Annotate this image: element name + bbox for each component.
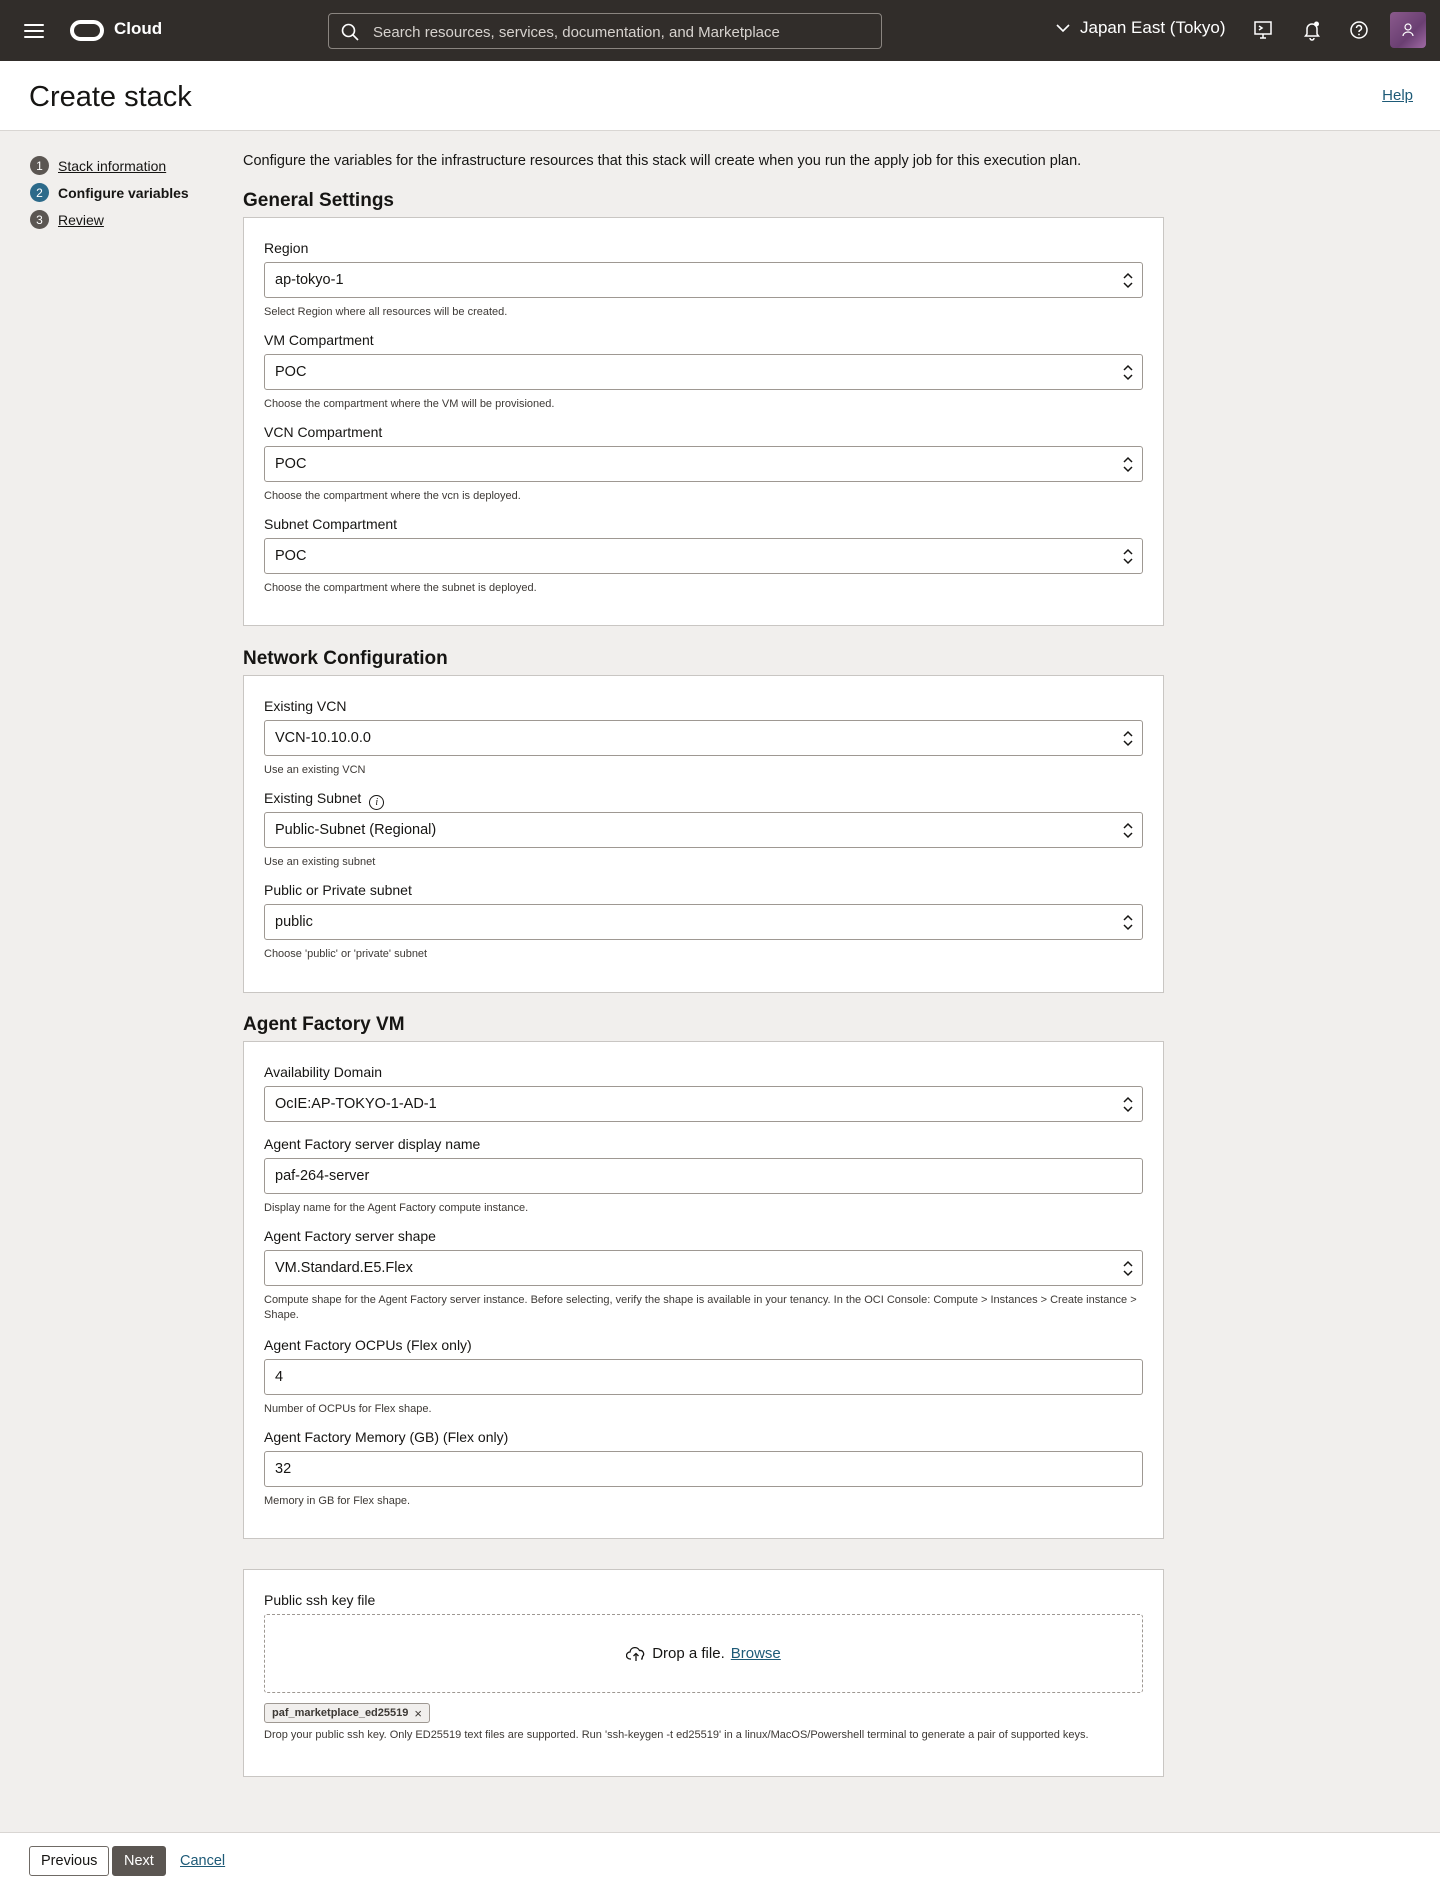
page-header: [0, 61, 1440, 131]
region-label: Japan East (Tokyo): [1080, 18, 1226, 37]
field-label: Existing Subnet: [264, 790, 362, 806]
file-chip: [264, 1703, 430, 1723]
existing-subnet-field: [264, 790, 1143, 870]
cancel-link[interactable]: Cancel: [180, 1853, 226, 1869]
field-label: Agent Factory Memory (GB) (Flex only): [264, 1429, 509, 1445]
page-title: Create stack: [29, 81, 192, 113]
field-hint: Number of OCPUs for Flex shape.: [264, 1403, 432, 1415]
select-value: Public-Subnet (Regional): [275, 822, 437, 838]
select-value: VM.Standard.E5.Flex: [275, 1260, 413, 1276]
region-select[interactable]: [264, 262, 1143, 298]
region-selector[interactable]: [1056, 18, 1226, 38]
select-arrows-icon: [1122, 822, 1134, 839]
select-value: POC: [275, 364, 307, 380]
vm-compartment-field: [264, 332, 1143, 412]
field-label: Existing VCN: [264, 698, 347, 714]
field-hint: Compute shape for the Agent Factory server instance. Before selecting, verify the shape is available in your tenancy. In the OCI Console: Compute > Instances > Create instance > Shape.: [264, 1294, 1137, 1321]
ssh-key-field: [264, 1592, 1143, 1743]
ocpus-field: [264, 1337, 1143, 1417]
server-shape-select[interactable]: [264, 1250, 1143, 1286]
step-number: 3: [30, 210, 49, 229]
cloud-shell-icon[interactable]: [1252, 19, 1276, 43]
field-hint: Choose 'public' or 'private' subnet: [264, 948, 428, 960]
subnet-type-select[interactable]: [264, 904, 1143, 940]
step-number: 1: [30, 156, 49, 175]
field-label: Agent Factory server display name: [264, 1136, 481, 1152]
agent-factory-vm-title: Agent Factory VM: [243, 1014, 405, 1035]
select-value: OcIE:AP-TOKYO-1-AD-1: [275, 1096, 437, 1112]
bell-icon[interactable]: [1301, 19, 1325, 43]
select-value: POC: [275, 456, 307, 472]
vm-compartment-select[interactable]: [264, 354, 1143, 390]
vcn-compartment-select[interactable]: [264, 446, 1143, 482]
wizard-footer: [0, 1832, 1440, 1886]
search-input[interactable]: [373, 21, 873, 43]
general-settings-title: General Settings: [243, 190, 394, 211]
step-label[interactable]: Stack information: [58, 157, 167, 174]
chevron-down-icon: [1056, 24, 1070, 33]
ocpus-input[interactable]: [264, 1359, 1143, 1395]
field-hint: Choose the compartment where the subnet is deployed.: [264, 582, 537, 594]
network-configuration-panel: [243, 675, 1164, 993]
brand-name: Cloud: [114, 19, 163, 38]
step-number: 2: [30, 183, 49, 202]
field-hint: Memory in GB for Flex shape.: [264, 1495, 411, 1507]
select-arrows-icon: [1122, 364, 1134, 381]
field-hint: Use an existing VCN: [264, 764, 366, 776]
input-value: paf-264-server: [275, 1168, 370, 1184]
subnet-type-field: [264, 882, 1143, 962]
field-hint: Display name for the Agent Factory compute instance.: [264, 1202, 529, 1214]
wizard-steps: [30, 152, 189, 233]
intro-text: Configure the variables for the infrastructure resources that this stack will create when you run the apply job for this execution plan.: [243, 153, 1082, 169]
drop-text: Drop a file.: [652, 1645, 725, 1662]
step-configure-variables: [30, 179, 189, 206]
step-label: Configure variables: [58, 184, 189, 201]
field-label: Agent Factory server shape: [264, 1228, 436, 1244]
remove-file-icon[interactable]: ×: [414, 1705, 422, 1721]
search-box[interactable]: [328, 13, 882, 49]
next-button[interactable]: Next: [112, 1846, 166, 1876]
select-arrows-icon: [1122, 914, 1134, 931]
select-arrows-icon: [1122, 272, 1134, 289]
help-icon[interactable]: [1348, 19, 1372, 43]
field-hint: Use an existing subnet: [264, 856, 376, 868]
info-icon[interactable]: i: [369, 795, 384, 810]
subnet-compartment-field: [264, 516, 1143, 596]
select-arrows-icon: [1122, 1260, 1134, 1277]
top-bar: [0, 0, 1440, 61]
field-hint: Choose the compartment where the vcn is deployed.: [264, 490, 521, 502]
file-name: paf_marketplace_ed25519: [272, 1707, 409, 1719]
server-shape-field: [264, 1228, 1143, 1323]
field-label: VCN Compartment: [264, 424, 383, 440]
subnet-compartment-select[interactable]: [264, 538, 1143, 574]
region-field: [264, 240, 1143, 320]
hamburger-menu-icon[interactable]: [24, 24, 44, 38]
general-settings-panel: [243, 217, 1164, 626]
field-hint: Choose the compartment where the VM will be provisioned.: [264, 398, 555, 410]
field-label: Availability Domain: [264, 1064, 383, 1080]
vcn-compartment-field: [264, 424, 1143, 504]
ssh-key-panel: [243, 1569, 1164, 1777]
existing-subnet-select[interactable]: [264, 812, 1143, 848]
input-value: 4: [275, 1369, 284, 1385]
select-value: POC: [275, 548, 307, 564]
previous-button[interactable]: Previous: [29, 1846, 109, 1876]
select-value: ap-tokyo-1: [275, 272, 344, 288]
step-review[interactable]: [30, 206, 189, 233]
field-label: Subnet Compartment: [264, 516, 398, 532]
input-value: 32: [275, 1461, 292, 1477]
field-hint: Select Region where all resources will be created.: [264, 306, 508, 318]
browse-link[interactable]: Browse: [730, 1645, 781, 1662]
oracle-logo[interactable]: [70, 20, 104, 41]
field-hint: Drop your public ssh key. Only ED25519 text files are supported. Run 'ssh-keygen -t ed25519' in a linux/MacOS/Powershell terminal to generate a pair of supported keys.: [264, 1729, 1089, 1741]
select-arrows-icon: [1122, 548, 1134, 565]
existing-vcn-select[interactable]: [264, 720, 1143, 756]
select-arrows-icon: [1122, 730, 1134, 747]
select-arrows-icon: [1122, 456, 1134, 473]
user-icon: [1400, 22, 1416, 38]
field-label: Region: [264, 240, 309, 256]
field-label: Public ssh key file: [264, 1592, 376, 1608]
step-label[interactable]: Review: [58, 211, 104, 228]
select-value: VCN-10.10.0.0: [275, 730, 371, 746]
step-stack-information[interactable]: [30, 152, 189, 179]
display-name-field: [264, 1136, 1143, 1216]
field-label: Agent Factory OCPUs (Flex only): [264, 1337, 472, 1353]
display-name-input[interactable]: [264, 1158, 1143, 1194]
availability-domain-field: [264, 1064, 1143, 1122]
agent-factory-vm-panel: [243, 1041, 1164, 1539]
field-label: VM Compartment: [264, 332, 374, 348]
memory-input[interactable]: [264, 1451, 1143, 1487]
select-value: public: [275, 914, 313, 930]
cloud-upload-icon: [626, 1646, 646, 1662]
help-link[interactable]: Help: [1382, 87, 1413, 104]
field-label: Public or Private subnet: [264, 882, 412, 898]
memory-field: [264, 1429, 1143, 1509]
file-dropzone[interactable]: [264, 1614, 1143, 1693]
existing-vcn-field: [264, 698, 1143, 778]
select-arrows-icon: [1122, 1096, 1134, 1113]
user-avatar[interactable]: [1390, 12, 1426, 48]
network-configuration-title: Network Configuration: [243, 648, 448, 669]
search-icon: [341, 23, 359, 41]
availability-domain-select[interactable]: [264, 1086, 1143, 1122]
field-label-row: [264, 790, 1143, 808]
